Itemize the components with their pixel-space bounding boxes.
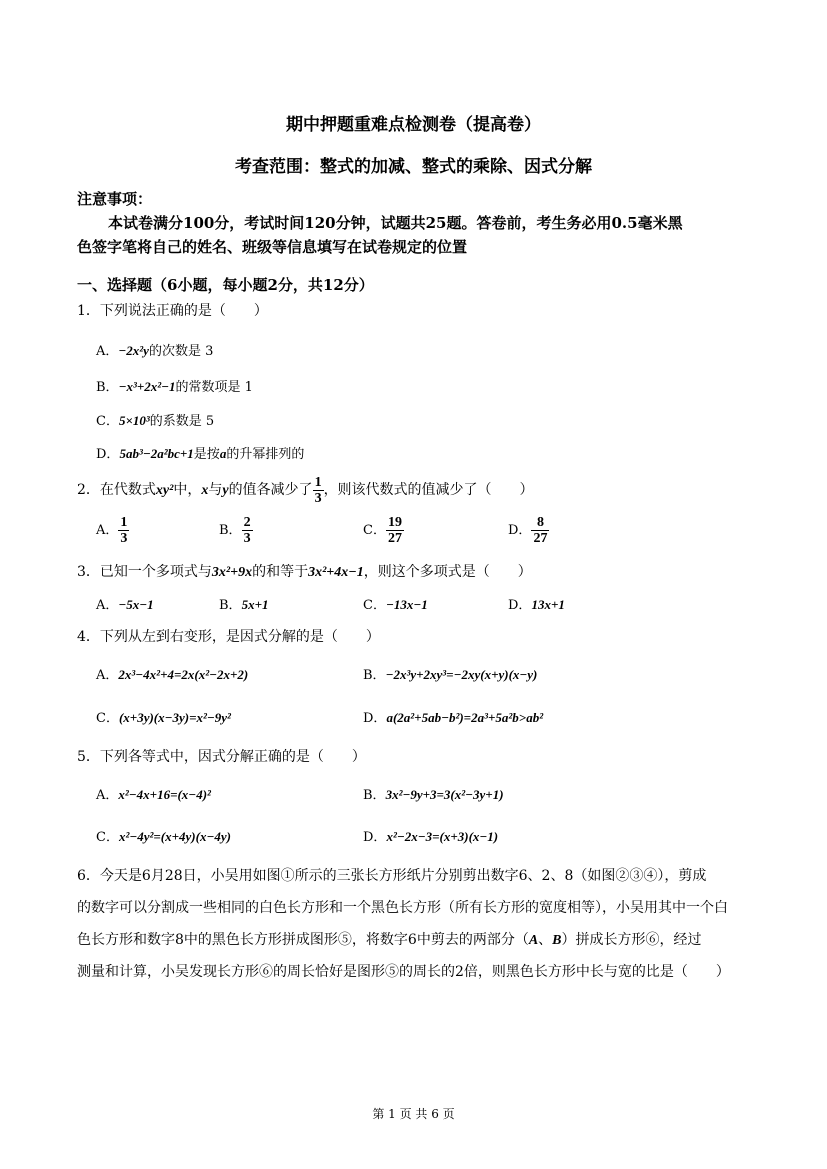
q2-option-c [363,514,404,548]
math-expression: a(2a²+5ab−b²)=2a³+5a²b>ab² [386,710,544,725]
q1-option-d [96,443,304,462]
math-expression: −5x−1 [118,597,154,612]
option-label: C． [96,711,119,726]
math-expression: xy² [155,483,174,498]
option-label: B． [219,598,242,613]
math-expression: −13x−1 [385,597,428,612]
q4-stem: 4．下列从左到右变形，是因式分解的是（ ） [77,629,380,645]
math-expression: 13x+1 [531,597,565,612]
notice-line-1: 本试卷满分100分，考试时间120分钟，试题共25题。答卷前，考生务必用0.5毫米黑 [108,214,683,232]
stem-text: 与 [208,482,223,498]
notice-label: 注意事项： [77,190,153,208]
option-label: A． [96,344,119,359]
fraction-numerator: 2 [243,515,251,530]
fraction-numerator: 1 [120,515,128,530]
math-expression: 3x²−9y+3=3(x²−3y+1) [385,787,504,802]
q3-stem [77,561,532,581]
stem-text: 色长方形和数字8中的黑色长方形拼成图形⑤，将数字6中剪去的两部分（ [77,932,529,948]
stem-text: 中， [173,482,202,498]
option-label: A． [96,788,119,803]
math-expression: x²−2x−3=(x+3)(x−1) [386,829,499,844]
option-label: C． [363,523,386,538]
stem-text: ）拼成长方形⑥，经过 [561,932,702,948]
option-label: D． [508,598,532,613]
math-expression: 3x²+9x [211,565,253,580]
fraction-denominator: 27 [387,531,402,546]
math-expression: 5ab³−2a²bc+1 [119,446,194,461]
stem-text: ，则这个多项式是（ ） [363,564,532,580]
q6-line-4: 测量和计算，小吴发现长方形⑥的周长恰好是图形⑤的周长的2倍，则黑色长方形中长与宽的比是（ ） [77,964,730,980]
option-label: A． [96,523,119,538]
option-label: C． [363,598,386,613]
option-label: D． [363,830,387,845]
option-label: B． [96,380,119,395]
stem-text: ，则该代数式的值减少了（ ） [323,482,534,498]
option-text: 是按 [193,447,220,462]
fraction-denominator: 3 [120,531,128,546]
q6-line-1: 6．今天是6月28日，小吴用如图①所示的三张长方形纸片分别剪出数字6、2、8（如图②③④），剪成 [77,868,707,884]
math-expression: −2x²y [118,343,149,358]
math-expression: −2x³y+2xy³=−2xy(x+y)(x−y) [385,667,538,682]
math-variable: B [552,933,562,948]
notice-line-2: 色签字笔将自己的姓名、班级等信息填写在试卷规定的位置 [77,238,468,256]
q4-option-a [96,664,248,683]
q3-option-d [508,594,565,613]
stem-text: 3．已知一个多项式与 [77,564,212,580]
math-variable: A [528,933,539,948]
option-label: B． [363,668,386,683]
q1-option-a [96,340,213,359]
math-expression: 5x+1 [241,597,269,612]
option-label: B． [363,788,386,803]
fraction [242,515,253,546]
option-text: 的常数项是 1 [175,380,253,395]
fraction-denominator: 3 [314,490,322,506]
q5-stem: 5．下列各等式中，因式分解正确的是（ ） [77,749,366,765]
math-expression: x²−4x+16=(x−4)² [118,787,211,802]
section-heading: 一、选择题（6小题，每小题2分，共12分） [77,276,374,294]
fraction-denominator: 3 [243,531,251,546]
option-label: C． [96,414,119,429]
q2-option-a [96,514,129,548]
q6-line-3 [77,929,702,949]
math-expression: 3x²+4x−1 [308,565,364,580]
fraction [386,515,404,546]
fraction [531,515,549,546]
fraction-numerator: 19 [387,515,402,530]
stem-text: 的和等于 [252,564,309,580]
page-title: 期中押题重难点检测卷（提高卷） [286,115,541,135]
math-expression: (x+3y)(x−3y)=x²−9y² [118,710,231,725]
q3-option-b [219,594,268,613]
option-text: 的次数是 3 [148,344,214,359]
math-expression: 5×10³ [118,413,150,428]
q1-option-c [96,410,214,429]
fraction-numerator: 1 [314,474,322,490]
math-variable: y [222,483,229,498]
stem-text: 2．在代数式 [77,482,156,498]
option-label: B． [219,523,242,538]
option-text: 的系数是 5 [149,414,215,429]
q4-option-b [363,664,537,683]
q1-stem: 1．下列说法正确的是（ ） [77,303,268,319]
math-variable: a [219,446,227,461]
option-label: A． [96,668,119,683]
q2-option-b [219,514,253,548]
option-label: C． [96,830,119,845]
math-expression: x²−4y²=(x+4y)(x−4y) [118,829,231,844]
option-label: D． [96,447,120,462]
q4-option-d [363,707,543,726]
page-footer: 第 1 页 共 6 页 [372,1107,455,1121]
stem-text: 、 [538,932,553,948]
q5-option-a [96,784,211,803]
option-label: D． [508,523,532,538]
q1-option-b [96,376,253,395]
q2-option-d [508,514,549,548]
q3-option-a [96,594,154,613]
q4-option-c [96,707,231,726]
stem-text: 的值各减少了 [228,482,313,498]
fraction [118,515,129,546]
q6-line-2: 的数字可以分割成一些相同的白色长方形和一个黑色长方形（所有长方形的宽度相等），小吴用其中一个白 [77,900,728,916]
math-variable: x [201,483,209,498]
fraction [313,475,324,506]
fraction-numerator: 8 [531,515,549,531]
math-expression: −x³+2x²−1 [118,379,176,394]
q3-option-c [363,594,428,613]
option-text: 的升幂排列的 [226,447,305,462]
option-label: D． [363,711,387,726]
math-expression: 2x³−4x²+4=2x(x²−2x+2) [118,667,249,682]
q5-option-b [363,784,504,803]
q2-stem [77,472,534,509]
q5-option-c [96,826,231,845]
page-subtitle: 考查范围：整式的加减、整式的乘除、因式分解 [235,157,592,177]
option-label: A． [96,598,119,613]
q5-option-d [363,826,498,845]
fraction-denominator: 27 [533,531,548,546]
